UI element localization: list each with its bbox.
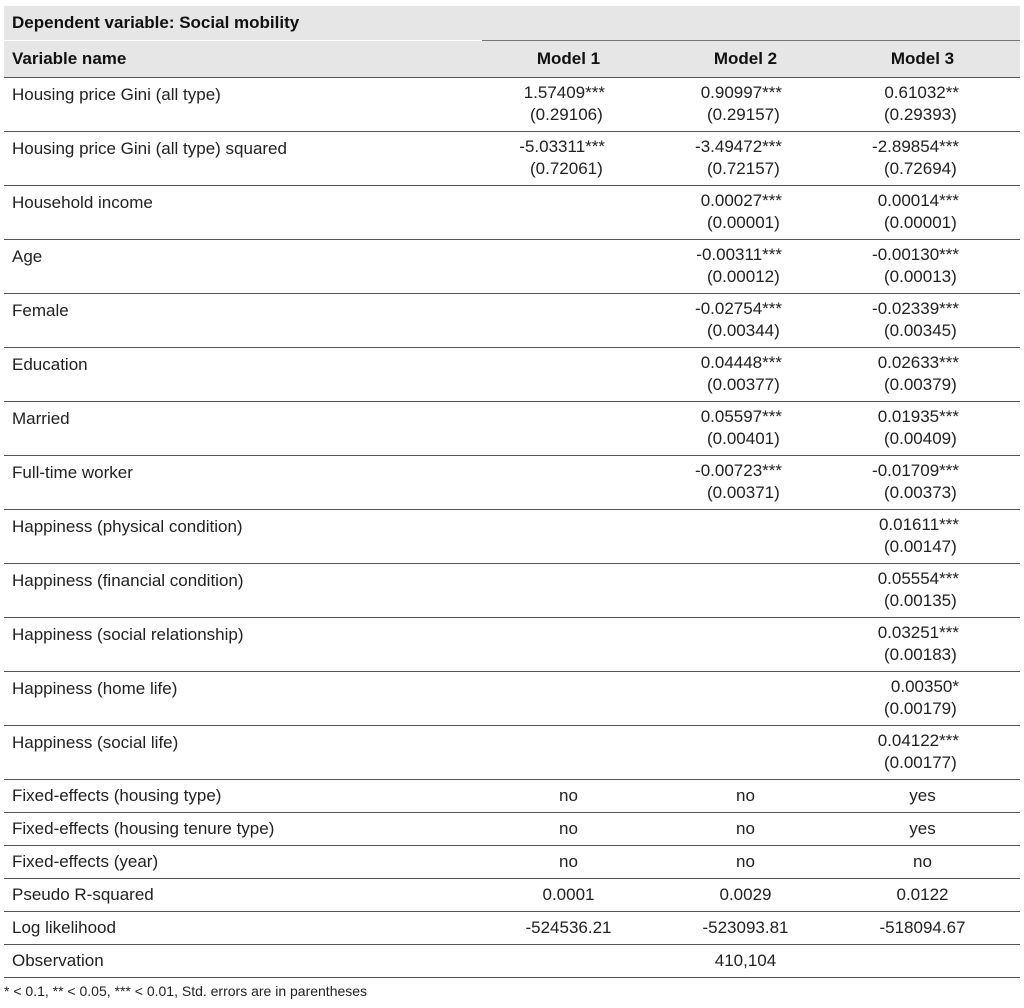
m3-cell: [834, 78, 1011, 131]
standard-error: (0.72694): [884, 159, 957, 178]
regression-table: [4, 6, 1020, 978]
m3-value: yes: [909, 819, 936, 838]
coefficient: -5.03311***: [519, 137, 605, 156]
coefficient: -0.00311***: [696, 245, 782, 264]
standard-error: (0.00377): [707, 375, 780, 394]
m1-value: -524536.21: [525, 918, 612, 937]
table-row: [4, 672, 1020, 726]
m2-cell: [657, 726, 834, 779]
variable-name: Fixed-effects (housing tenure type): [12, 819, 275, 838]
m1-cell: [480, 564, 657, 617]
standard-error: (0.00379): [884, 375, 957, 394]
coefficient: -0.02339***: [872, 299, 959, 318]
variable-name: Happiness (financial condition): [12, 571, 244, 590]
m1-cell: [480, 186, 657, 239]
variable-name: Happiness (social relationship): [12, 625, 244, 644]
table-row: [4, 618, 1020, 672]
m2-cell: [657, 618, 834, 671]
m3-cell: [834, 564, 1011, 617]
coefficient: 1.57409***: [523, 83, 605, 102]
m1-cell: [480, 672, 657, 725]
coefficient: 0.03251***: [877, 623, 959, 642]
m3-cell: [834, 240, 1011, 293]
table-row: [4, 879, 1020, 912]
coefficient: 0.05554***: [877, 569, 959, 588]
standard-error: (0.00001): [707, 213, 780, 232]
m3-value: -518094.67: [879, 918, 966, 937]
coefficient: -3.49472***: [695, 137, 782, 156]
table-row: [4, 564, 1020, 618]
header-variable-name: Variable name: [12, 49, 127, 68]
caption-text: Dependent variable: Social mobility: [12, 13, 300, 32]
variable-name: Female: [12, 301, 69, 320]
header-model-2: Model 2: [713, 49, 778, 68]
coefficient: 0.00014***: [877, 191, 959, 210]
coefficient: 0.00350*: [890, 677, 959, 696]
table-row: [4, 186, 1020, 240]
coefficient: -0.01709***: [872, 461, 959, 480]
table-row: [4, 780, 1020, 813]
table-row: [4, 402, 1020, 456]
m3-cell: [834, 456, 1011, 509]
m3-value: no: [913, 852, 932, 871]
m3-cell: [834, 672, 1011, 725]
table-body: [4, 77, 1020, 978]
standard-error: (0.00401): [707, 429, 780, 448]
coefficient: 0.90997***: [700, 83, 782, 102]
table-caption: [4, 6, 1020, 40]
table-row: [4, 912, 1020, 945]
m2-cell: [657, 132, 834, 185]
m3-cell: [834, 348, 1011, 401]
coefficient: -0.00130***: [872, 245, 959, 264]
m1-cell: [480, 132, 657, 185]
m2-cell: [657, 402, 834, 455]
m2-value: no: [736, 819, 755, 838]
m1-cell: [480, 618, 657, 671]
table-row: [4, 348, 1020, 402]
table-row: [4, 945, 1020, 978]
variable-name: Full-time worker: [12, 463, 133, 482]
m1-cell: [480, 348, 657, 401]
coefficient: 0.04122***: [877, 731, 959, 750]
m1-value: no: [559, 819, 578, 838]
coefficient: -0.02754***: [695, 299, 782, 318]
table-footnote: * < 0.1, ** < 0.05, *** < 0.01, Std. errors are in parentheses: [4, 983, 368, 999]
standard-error: (0.00179): [884, 699, 957, 718]
m1-cell: [480, 510, 657, 563]
m2-cell: [657, 294, 834, 347]
variable-name: Housing price Gini (all type): [12, 85, 221, 104]
variable-name: Education: [12, 355, 88, 374]
m3-cell: [834, 132, 1011, 185]
standard-error: (0.29393): [884, 105, 957, 124]
m1-value: 0.0001: [542, 885, 595, 904]
coefficient: 0.02633***: [877, 353, 959, 372]
variable-name: Housing price Gini (all type) squared: [12, 139, 287, 158]
m3-cell: [834, 726, 1011, 779]
m1-cell: [480, 78, 657, 131]
table-row: [4, 78, 1020, 132]
standard-error: (0.00177): [884, 753, 957, 772]
coefficient: 0.61032**: [884, 83, 959, 102]
header-model-3: Model 3: [890, 49, 955, 68]
variable-name: Fixed-effects (year): [12, 852, 159, 871]
standard-error: (0.72157): [707, 159, 780, 178]
coefficient: -2.89854***: [872, 137, 959, 156]
m1-cell: [480, 402, 657, 455]
standard-error: (0.00183): [884, 645, 957, 664]
standard-error: (0.29106): [530, 105, 603, 124]
m2-cell: [657, 672, 834, 725]
m1-cell: [480, 240, 657, 293]
coefficient: 0.00027***: [700, 191, 782, 210]
standard-error: (0.72061): [530, 159, 603, 178]
standard-error: (0.00409): [884, 429, 957, 448]
coefficient: 0.01935***: [877, 407, 959, 426]
m2-cell: [657, 186, 834, 239]
standard-error: (0.29157): [707, 105, 780, 124]
m3-cell: [834, 294, 1011, 347]
m2-value: 410,104: [714, 951, 777, 970]
table-row: [4, 726, 1020, 780]
m3-cell: [834, 618, 1011, 671]
m2-cell: [657, 564, 834, 617]
m3-cell: [834, 186, 1011, 239]
variable-name: Observation: [12, 951, 104, 970]
table-row: [4, 813, 1020, 846]
header-model-1: Model 1: [536, 49, 601, 68]
standard-error: (0.00373): [884, 483, 957, 502]
coefficient: -0.00723***: [695, 461, 782, 480]
standard-error: (0.00001): [884, 213, 957, 232]
m3-cell: [834, 402, 1011, 455]
variable-name: Happiness (home life): [12, 679, 178, 698]
variable-name: Happiness (physical condition): [12, 517, 243, 536]
m2-cell: [657, 510, 834, 563]
m2-cell: [657, 348, 834, 401]
m2-cell: [657, 240, 834, 293]
m1-cell: [480, 294, 657, 347]
m2-value: 0.0029: [719, 885, 772, 904]
table-row: [4, 132, 1020, 186]
table-row: [4, 294, 1020, 348]
m3-value: yes: [909, 786, 936, 805]
m2-cell: [657, 456, 834, 509]
standard-error: (0.00371): [707, 483, 780, 502]
table-row: [4, 510, 1020, 564]
variable-name: Age: [12, 247, 43, 266]
m1-cell: [480, 726, 657, 779]
standard-error: (0.00344): [707, 321, 780, 340]
standard-error: (0.00135): [884, 591, 957, 610]
m2-value: no: [736, 852, 755, 871]
standard-error: (0.00345): [884, 321, 957, 340]
m3-value: 0.0122: [896, 885, 949, 904]
coefficient: 0.05597***: [700, 407, 782, 426]
m3-cell: [834, 510, 1011, 563]
coefficient: 0.04448***: [700, 353, 782, 372]
m2-value: -523093.81: [702, 918, 789, 937]
variable-name: Fixed-effects (housing type): [12, 786, 222, 805]
variable-name: Household income: [12, 193, 153, 212]
variable-name: Pseudo R-squared: [12, 885, 154, 904]
m2-value: no: [736, 786, 755, 805]
variable-name: Log likelihood: [12, 918, 116, 937]
standard-error: (0.00013): [884, 267, 957, 286]
m1-value: no: [559, 786, 578, 805]
variable-name: Happiness (social life): [12, 733, 179, 752]
table-row: [4, 456, 1020, 510]
m2-cell: [657, 78, 834, 131]
table-row: [4, 846, 1020, 879]
m1-value: no: [559, 852, 578, 871]
standard-error: (0.00012): [707, 267, 780, 286]
table-row: [4, 240, 1020, 294]
variable-name: Married: [12, 409, 70, 428]
header-row: [4, 41, 1020, 77]
standard-error: (0.00147): [884, 537, 957, 556]
coefficient: 0.01611***: [878, 515, 959, 534]
m1-cell: [480, 456, 657, 509]
